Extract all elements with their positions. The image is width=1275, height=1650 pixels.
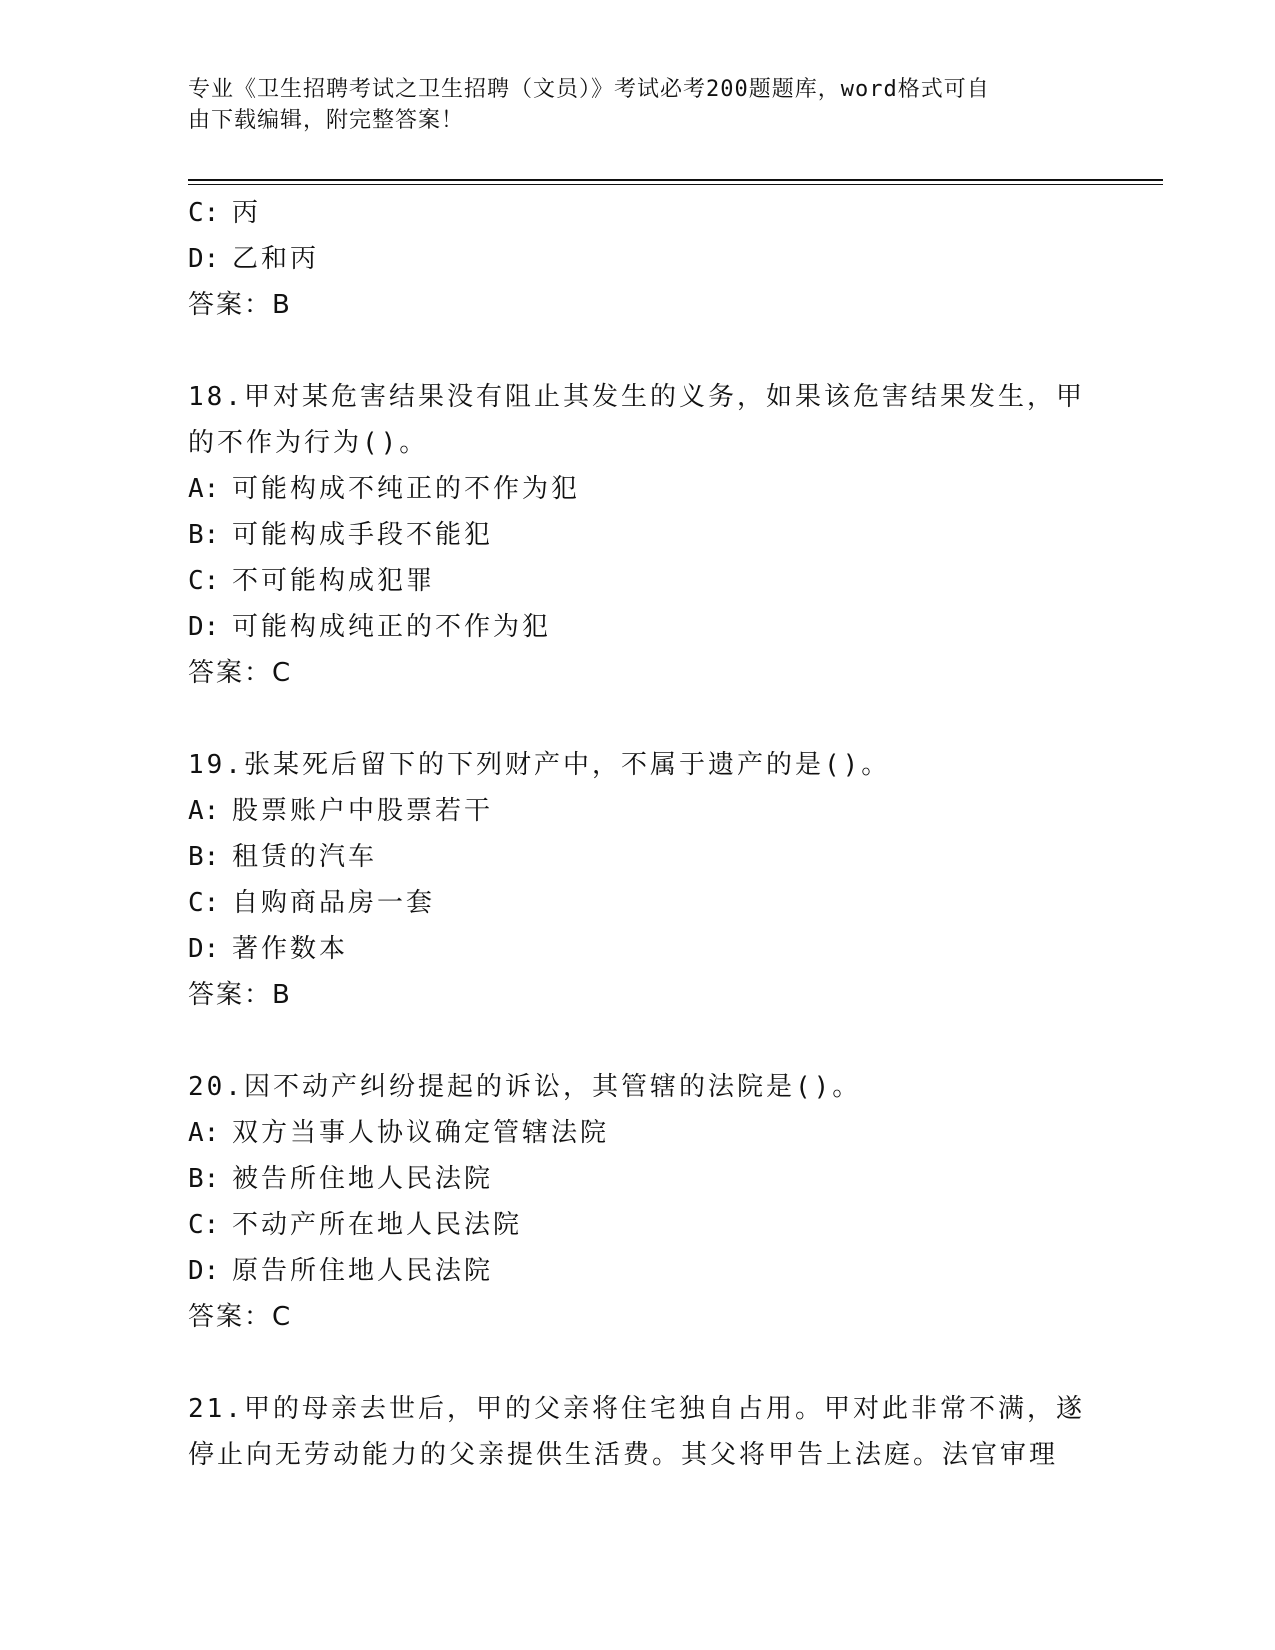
option-text: 丙: [232, 198, 262, 228]
option-d: [188, 236, 1088, 282]
question-17-tail: [188, 190, 1088, 328]
option-c: [188, 1202, 1088, 1248]
option-label: C:: [188, 198, 220, 228]
option-c: [188, 190, 1088, 236]
spacer: [188, 696, 1088, 742]
option-label: C:: [188, 1210, 220, 1240]
question-20: [188, 1064, 1088, 1340]
answer: 答案：B: [188, 980, 292, 1010]
answer: 答案：B: [188, 290, 292, 320]
option-text: 著作数本: [232, 934, 349, 964]
option-label: D:: [188, 934, 220, 964]
question-stem: 20.因不动产纠纷提起的诉讼，其管辖的法院是()。: [188, 1072, 862, 1102]
answer: 答案：C: [188, 658, 293, 688]
option-text: 租赁的汽车: [232, 842, 378, 872]
spacer: [188, 328, 1088, 374]
option-d: [188, 1248, 1088, 1294]
option-text: 被告所住地人民法院: [232, 1164, 494, 1194]
option-text: 原告所住地人民法院: [232, 1256, 494, 1286]
option-c: [188, 880, 1088, 926]
option-b: [188, 834, 1088, 880]
answer: 答案：C: [188, 1302, 293, 1332]
option-a: [188, 466, 1088, 512]
option-text: 不动产所在地人民法院: [232, 1210, 523, 1240]
option-label: A:: [188, 1118, 220, 1148]
option-text: 自购商品房一套: [232, 888, 436, 918]
option-text: 可能构成不纯正的不作为犯: [232, 474, 581, 504]
option-text: 双方当事人协议确定管辖法院: [232, 1118, 610, 1148]
header-line-1: 专业《卫生招聘考试之卫生招聘（文员）》考试必考200题题库，word格式可自: [188, 77, 990, 102]
question-list: [188, 190, 1088, 1478]
document-header: [188, 74, 1068, 136]
question-stem: 18.甲对某危害结果没有阻止其发生的义务，如果该危害结果发生，甲: [188, 382, 1085, 412]
option-label: D:: [188, 1256, 220, 1286]
option-label: A:: [188, 796, 220, 826]
option-label: A:: [188, 474, 220, 504]
option-b: [188, 512, 1088, 558]
question-stem: 停止向无劳动能力的父亲提供生活费。其父将甲告上法庭。法官审理: [188, 1440, 1059, 1470]
option-text: 乙和丙: [232, 244, 320, 274]
spacer: [188, 1340, 1088, 1386]
option-b: [188, 1156, 1088, 1202]
option-c: [188, 558, 1088, 604]
question-18: [188, 374, 1088, 696]
question-stem: 21.甲的母亲去世后，甲的父亲将住宅独自占用。甲对此非常不满，遂: [188, 1394, 1085, 1424]
option-text: 股票账户中股票若干: [232, 796, 494, 826]
option-label: B:: [188, 520, 220, 550]
header-divider: [188, 179, 1163, 181]
option-d: [188, 604, 1088, 650]
option-d: [188, 926, 1088, 972]
option-a: [188, 788, 1088, 834]
option-label: C:: [188, 566, 220, 596]
spacer: [188, 1018, 1088, 1064]
question-21: [188, 1386, 1088, 1478]
option-label: B:: [188, 1164, 220, 1194]
option-text: 可能构成纯正的不作为犯: [232, 612, 552, 642]
header-divider-thin: [188, 184, 1163, 185]
option-a: [188, 1110, 1088, 1156]
question-19: [188, 742, 1088, 1018]
question-stem: 的不作为行为()。: [188, 428, 429, 458]
question-stem: 19.张某死后留下的下列财产中，不属于遗产的是()。: [188, 750, 891, 780]
option-text: 可能构成手段不能犯: [232, 520, 494, 550]
header-line-2: 由下载编辑，附完整答案！: [188, 108, 465, 133]
option-text: 不可能构成犯罪: [232, 566, 436, 596]
option-label: D:: [188, 612, 220, 642]
option-label: B:: [188, 842, 220, 872]
option-label: C:: [188, 888, 220, 918]
option-label: D:: [188, 244, 220, 274]
